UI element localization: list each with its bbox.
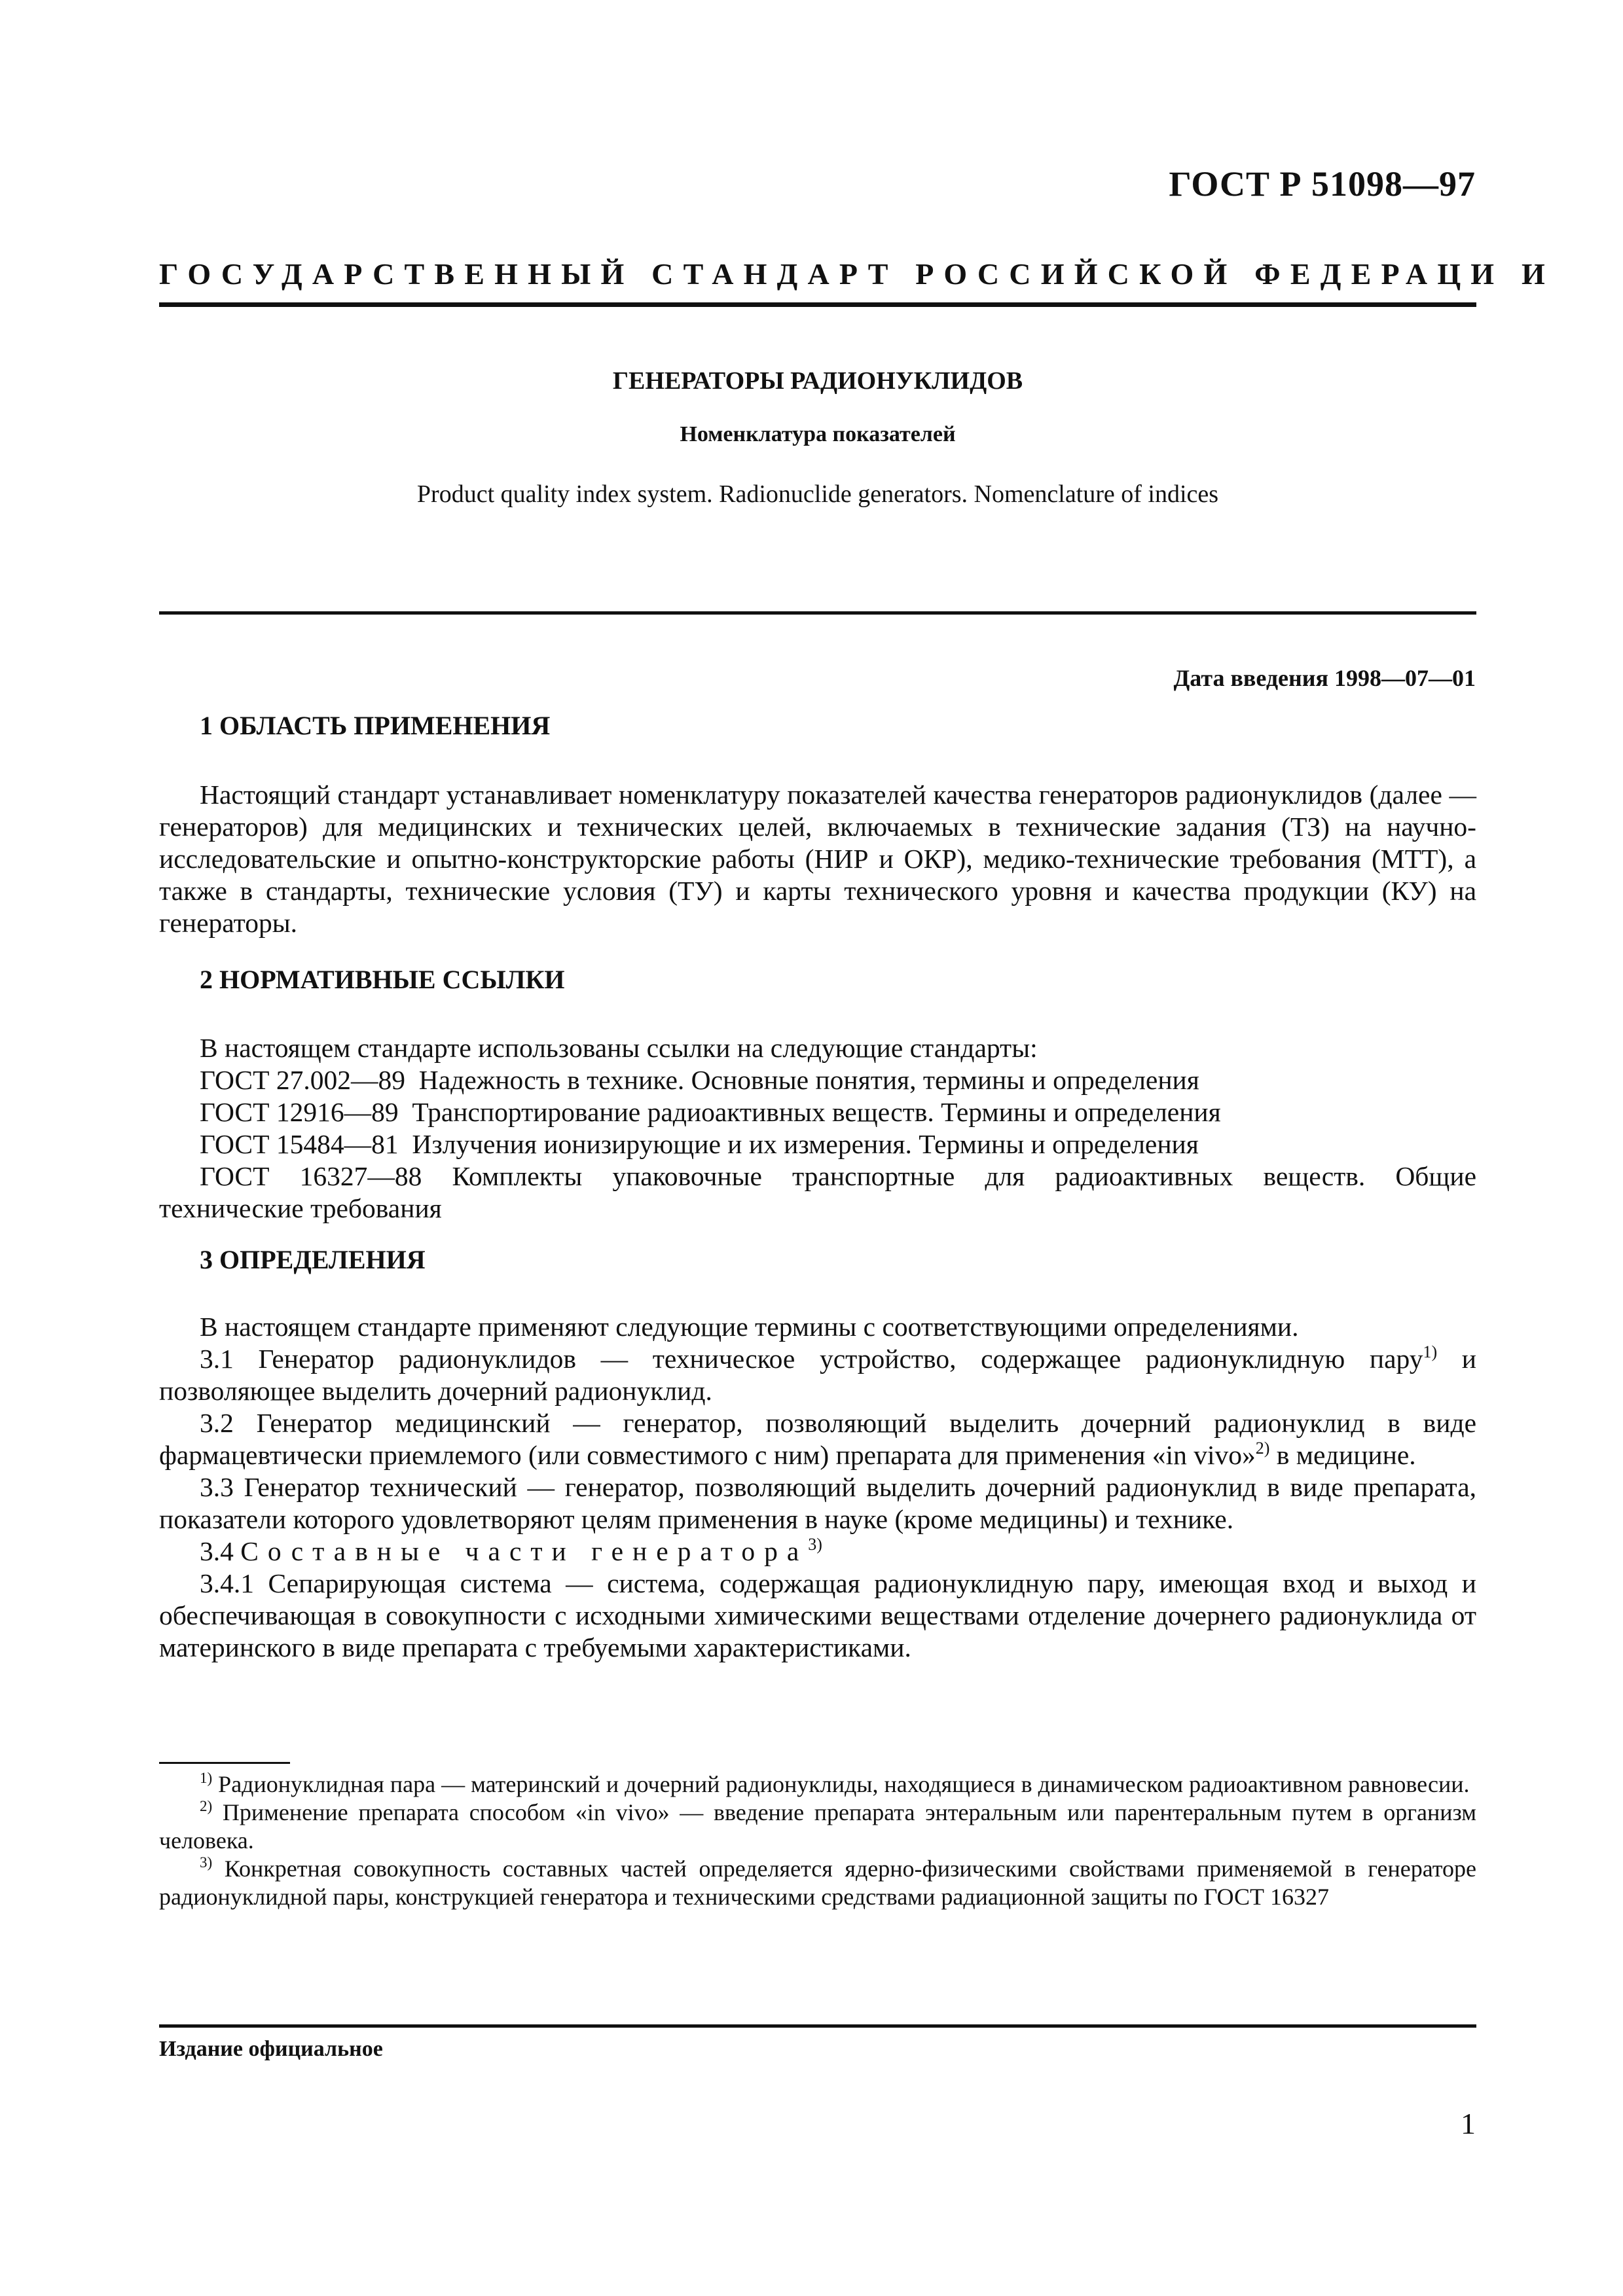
footnote-mark: 2) bbox=[200, 1798, 213, 1814]
section-1-body bbox=[159, 779, 1476, 939]
section-1-heading: 1 ОБЛАСТЬ ПРИМЕНЕНИЯ bbox=[200, 711, 551, 740]
footnote-mark: 3) bbox=[200, 1854, 213, 1871]
state-standard-banner: ГОСУДАРСТВЕННЫЙ СТАНДАРТ РОССИЙСКОЙ ФЕДЕРАЦИ И bbox=[159, 257, 1555, 291]
document-subtitle: Номенклатура показателей bbox=[680, 422, 956, 446]
definition-3-2: 3.2 Генератор медицинский — генератор, позволяющий выделить дочерний радионуклид в виде фармацевтически приемлемого (или совместимого с ним) препарата для применения «in vivo»$^{2)}$ в медицине. bbox=[159, 1408, 1476, 1470]
section-3-heading: 3 ОПРЕДЕЛЕНИЯ bbox=[200, 1245, 426, 1274]
document-title: ГЕНЕРАТОРЫ РАДИОНУКЛИДОВ bbox=[612, 367, 1023, 395]
title-rule bbox=[159, 611, 1476, 615]
section-2-heading: 2 НОРМАТИВНЫЕ ССЫЛКИ bbox=[200, 965, 565, 994]
footnote-1 bbox=[159, 1770, 1476, 1799]
reference-item bbox=[159, 1096, 1476, 1128]
reference-item bbox=[159, 1128, 1476, 1160]
definition-3-4-1: 3.4.1 Сепарирующая система — система, содержащая радионуклидную пару, имеющая вход и выход и обеспечивающая в совокупности с исходными химическими веществами отделение дочернего радионуклида от материнского в виде препарата с требуемыми характеристиками. bbox=[159, 1568, 1476, 1662]
footnote-ref-1: 1) bbox=[1423, 1342, 1438, 1361]
reference-title: Транспортирование радиоактивных веществ. Термины и определения bbox=[412, 1097, 1221, 1127]
reference-title: Надежность в технике. Основные понятия, термины и определения bbox=[418, 1065, 1199, 1095]
reference-item bbox=[159, 1064, 1476, 1096]
section-1-paragraph: Настоящий стандарт устанавливает номенклатуру показателей качества генераторов радионуклидов (далее — генераторов) для медицинских и технических целей, включаемых в технические задания (ТЗ) на научно-исследовательские и опытно-конструкторские работы (НИР и ОКР), медико-технические требования (МТТ), а также в стандарты, технические условия (ТУ) и карты технического уровня и качества продукции (КУ) на генераторы. bbox=[159, 780, 1476, 938]
footnote-text: Радионуклидная пара — материнский и дочерний радионуклиды, находящиеся в динамическом радиоактивном равновесии. bbox=[218, 1771, 1470, 1797]
header-rule bbox=[159, 302, 1476, 307]
reference-code: ГОСТ 27.002—89 bbox=[200, 1065, 405, 1095]
reference-title: Излучения ионизирующие и их измерения. Термины и определения bbox=[412, 1129, 1199, 1159]
definitions-intro: В настоящем стандарте применяют следующие термины с соответствующими определениями. bbox=[200, 1312, 1299, 1342]
definition-3-3: 3.3 Генератор технический — генератор, позволяющий выделить дочерний радионуклид в виде препарата, показатели которого удовлетворяют целям применения в науке (кроме медицины) и технике. bbox=[159, 1472, 1476, 1534]
footnotes bbox=[159, 1770, 1476, 1911]
reference-title: Комплекты упаковочные транспортные для радиоактивных веществ. Общие bbox=[452, 1161, 1477, 1191]
definition-3-1: 3.1 Генератор радионуклидов — техническое устройство, содержащее радионуклидную пару$^{1)}$ и позволяющее выделить дочерний радионуклид. bbox=[159, 1342, 1476, 1406]
edition-label: Издание официальное bbox=[159, 2037, 383, 2061]
reference-code: ГОСТ 15484—81 bbox=[200, 1129, 399, 1159]
gost-number: ГОСТ Р 51098—97 bbox=[1169, 164, 1476, 204]
page-number: 1 bbox=[1461, 2107, 1476, 2140]
references-list bbox=[159, 1064, 1476, 1160]
reference-code: ГОСТ 12916—89 bbox=[200, 1097, 399, 1127]
footnote-text: Применение препарата способом «in vivo» — введение препарата энтеральным или парентеральным путем в организм человека. bbox=[159, 1799, 1477, 1854]
references-intro: В настоящем стандарте использованы ссылки на следующие стандарты: bbox=[200, 1033, 1038, 1063]
footnote-3 bbox=[159, 1855, 1476, 1911]
definition-3-4: 3.4 Составные части генератора$^{3)}$ bbox=[200, 1535, 822, 1566]
spaced-term: Составные части генератора bbox=[240, 1536, 809, 1566]
section-3-body bbox=[159, 1311, 1476, 1664]
english-title: Product quality index system. Radionuclide generators. Nomenclature of indices bbox=[416, 480, 1219, 508]
footnote-text: Конкретная совокупность составных частей определяется ядерно-физическими свойствами применяемой в генераторе радионуклидной пары, конструкцией генератора и техническими средствами радиационной защиты по ГОСТ 16327 bbox=[159, 1856, 1477, 1910]
reference-item bbox=[159, 1160, 1476, 1193]
section-2-body bbox=[159, 1032, 1476, 1225]
reference-continuation: технические требования bbox=[159, 1193, 442, 1223]
footnote-ref-3: 3) bbox=[808, 1535, 822, 1554]
footnote-2 bbox=[159, 1799, 1476, 1855]
footnote-ref-2: 2) bbox=[1255, 1439, 1270, 1458]
footer-rule bbox=[159, 2024, 1476, 2028]
footnote-mark: 1) bbox=[200, 1770, 213, 1786]
footnote-separator bbox=[159, 1762, 290, 1764]
introduction-date: Дата введения 1998—07—01 bbox=[1173, 665, 1476, 691]
reference-code: ГОСТ 16327—88 bbox=[200, 1161, 422, 1191]
